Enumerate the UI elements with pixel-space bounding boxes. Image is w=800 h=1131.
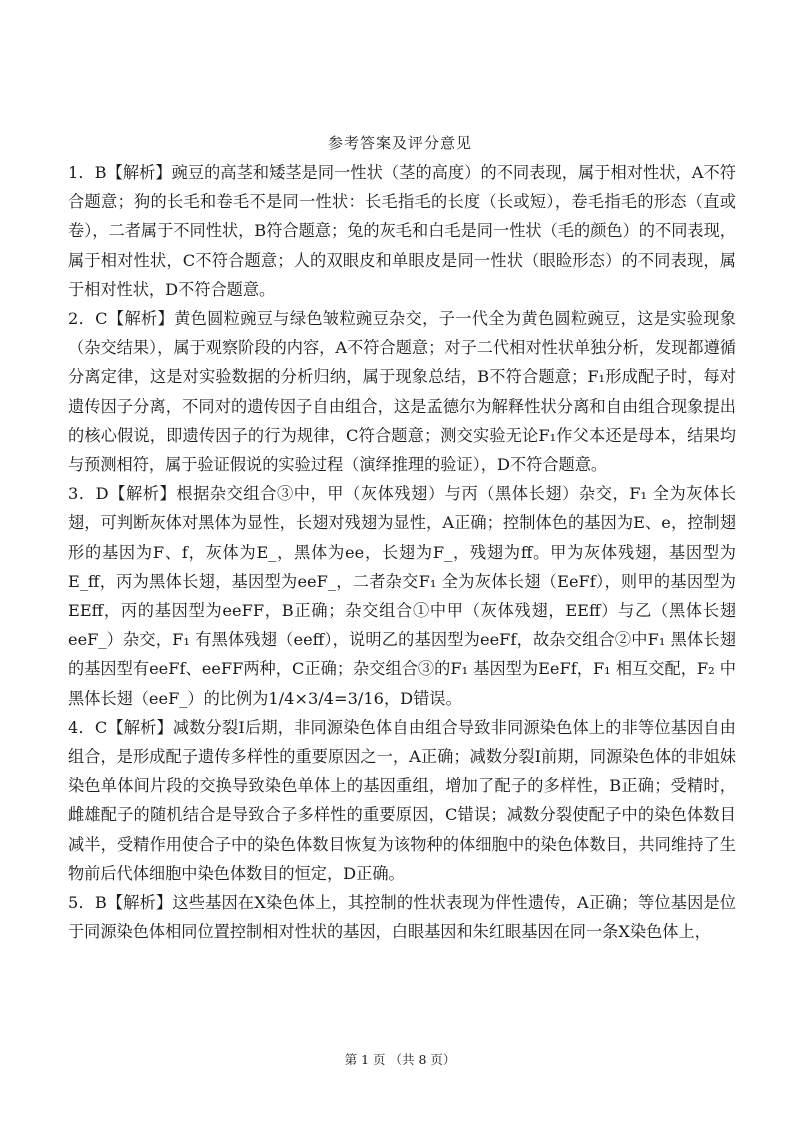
page-footer: 第 1 页 （共 8 页）	[344, 1052, 456, 1067]
answer-paragraph-1: 1．B【解析】豌豆的高茎和矮茎是同一性状（茎的高度）的不同表现，属于相对性状，A不符合题意；狗的长毛和卷毛不是同一性状：长毛指毛的长度（长或短），卷毛指毛的形态（直或卷），二者属于不同性状，B符合题意；兔的灰毛和白毛是同一性状（毛的颜色）的不同表现，属于相对性状，C不符合题意；人的双眼皮和单眼皮是同一性状（眼睑形态）的不同表现，属于相对性状，D不符合题意。	[68, 163, 736, 299]
page-title: 参考答案及评分意见	[327, 134, 472, 152]
answer-paragraph-4: 4．C【解析】减数分裂Ⅰ后期，非同源染色体自由组合导致非同源染色体上的非等位基因自由组合，是形成配子遗传多样性的重要原因之一，A正确；减数分裂Ⅰ前期，同源染色体的非姐妹染色单体间片段的交换导致染色单体上的基因重组，增加了配子的多样性，B正确；受精时，雌雄配子的随机结合是导致合子多样性的重要原因，C错误；减数分裂使配子中的染色体数目减半，受精作用使合子中的染色体数目恢复为该物种的体细胞中的染色体数目，共同维持了生物前后代体细胞中染色体数目的恒定，D正确。	[68, 717, 736, 883]
answer-paragraph-2: 2．C【解析】黄色圆粒豌豆与绿色皱粒豌豆杂交，子一代全为黄色圆粒豌豆，这是实验现象（杂交结果），属于观察阶段的内容，A不符合题意；对子二代相对性状单独分析，发现都遵循分离定律，这是对实验数据的分析归纳，属于现象总结，B不符合题意；F₁形成配子时，每对遗传因子分离，不同对的遗传因子自由组合，这是孟德尔为解释性状分离和自由组合现象提出的核心假说，即遗传因子的行为规律，C符合题意；测交实验无论F₁作父本还是母本，结果均与预测相符，属于验证假说的实验过程（演绎推理的验证），D不符合题意。	[68, 309, 736, 475]
answer-paragraph-3: 3．D【解析】根据杂交组合③中，甲（灰体残翅）与丙（黑体长翅）杂交，F₁ 全为灰体长翅，可判断灰体对黑体为显性，长翅对残翅为显性，A正确；控制体色的基因为E、e，控制翅形的基因为F、f，灰体为E_，黑体为ee，长翅为F_，残翅为ff。甲为灰体残翅，基因型为E_ff，丙为黑体长翅，基因型为eeF_，二者杂交F₁ 全为灰体长翅（EeFf），则甲的基因型为EEff，丙的基因型为eeFF，B正确；杂交组合①中甲（灰体残翅，EEff）与乙（黑体长翅eeF_）杂交，F₁ 有黑体残翅（eeff），说明乙的基因型为eeFf，故杂交组合②中F₁ 黑体长翅的基因型有eeFf、eeFF两种，C正确；杂交组合③的F₁ 基因型为EeFf，F₁ 相互交配，F₂ 中黑体长翅（eeF_）的比例为1/4×3/4=3/16，D错误。	[68, 484, 736, 708]
answer-paragraph-5: 5．B【解析】这些基因在X染色体上，其控制的性状表现为伴性遗传，A正确；等位基因是位于同源染色体相同位置控制相对性状的基因，白眼基因和朱红眼基因在同一条X染色体上，	[68, 893, 736, 942]
answer-body	[68, 158, 736, 946]
